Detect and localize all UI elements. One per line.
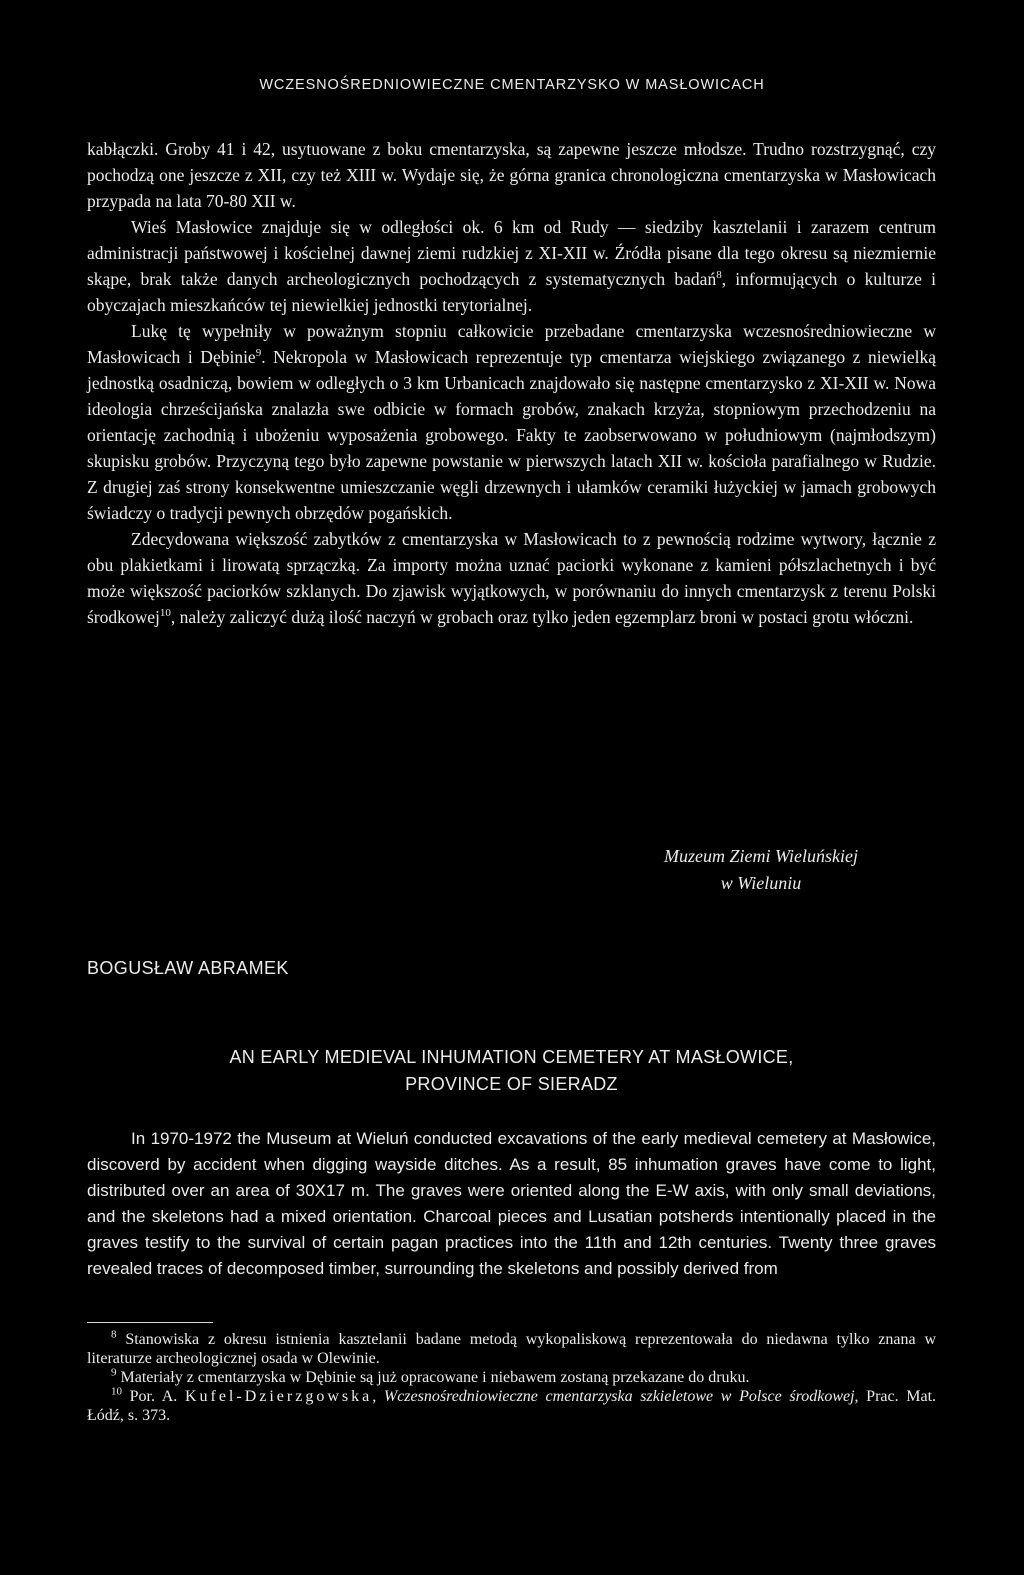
summary-title-line-2: PROVINCE OF SIERADZ: [405, 1074, 618, 1094]
paragraph-3: [87, 318, 936, 526]
footnote-ref-10[interactable]: 10: [159, 607, 171, 620]
summary-paragraph: In 1970-1972 the Museum at Wieluń conducted excavations of the early medieval cemetery at Masłowice, discoverd by accident when digging wayside ditches. As a result, 85 inhumation graves have come to light, distributed over an area of 30X17 m. The graves were oriented along the E-W axis, with only small deviations, and the skeletons had a mixed orientation. Charcoal pieces and Lusatian potsherds intentionally placed in the graves testify to the survival of certain pagan practices into the 11th and 12th centuries. Twenty three graves revealed traces of decomposed timber, surrounding the skeletons and possibly derived from: [87, 1129, 936, 1278]
paragraph-3-text-a: Lukę tę wypełniły w poważnym stopniu całkowicie przebadane cmentarzyska wczesnośredniowieczne w Masłowicach i Dębinie: [87, 321, 936, 367]
footnote-8: [87, 1330, 936, 1368]
footnote-10-number: 10: [111, 1385, 122, 1398]
footnote-10-title: Wczesnośredniowieczne cmentarzyska szkieletowe w Polsce środkowej: [383, 1388, 855, 1405]
footnote-9-number: 9: [111, 1366, 117, 1379]
summary-title-line-1: AN EARLY MEDIEVAL INHUMATION CEMETERY AT MASŁOWICE,: [229, 1047, 794, 1067]
footnote-10-author: Kufel-Dzierzgowska: [184, 1388, 373, 1405]
paragraph-1: kabłączki. Groby 41 i 42, usytuowane z boku cmentarzyska, są zapewne jeszcze młodsze. Trudno rozstrzygnąć, czy pochodzą one jeszcze z XII, czy też XIII w. Wydaje się, że górna granica chronologiczna cmentarzyska w Masłowicach przypada na lata 70-80 XII w.: [87, 139, 936, 211]
footnote-9-text: Materiały z cmentarzyska w Dębinie są już opracowane i niebawem zostaną przekazane do druku.: [116, 1369, 750, 1386]
paragraph-4-text-a: Zdecydowana większość zabytków z cmentarzyska w Masłowicach to z pewnością rodzime wytwory, łącznie z obu plakietkami i lirowatą sprzączką. Za importy można uznać paciorki wykonane z kamieni półszlachetnych i być może większość paciorków szklanych. Do zjawisk wyjątkowych, w porównaniu do innych cmentarzysk z terenu Polski środkowej: [87, 529, 936, 627]
running-head: WCZESNOŚREDNIOWIECZNE CMENTARZYSKO W MASŁOWICACH: [259, 77, 765, 93]
footnote-10: [87, 1387, 936, 1425]
affiliation-line-2: w Wieluniu: [720, 873, 802, 893]
paragraph-2: [87, 214, 936, 318]
summary-title: [87, 1044, 936, 1098]
paragraph-4: [87, 526, 936, 630]
paragraph-2-text-a: Wieś Masłowice znajduje się w odległości ok. 6 km od Rudy — siedziby kasztelanii i zarazem centrum administracji państwowej i kościelnej dawnej ziemi rudzkiej z XI-XII w. Źródła pisane dla tego okresu są niezmiernie skąpe, brak także danych archeologicznych pochodzących z systematycznych badań: [87, 217, 936, 289]
paragraph-4-text-b: , należy zaliczyć dużą ilość naczyń w grobach oraz tylko jeden egzemplarz broni w postaci grotu włóczni.: [170, 607, 914, 627]
footnote-9: [87, 1368, 936, 1387]
footnote-ref-8[interactable]: 8: [716, 269, 722, 282]
summary-body-text: [87, 1126, 936, 1282]
footnote-10-suffix: , Prac. Mat. Łódź, s. 373.: [87, 1388, 937, 1424]
paragraph-3-text-b: . Nekropola w Masłowicach reprezentuje typ cmentarza wiejskiego związanego z niewielką jednostką osadniczą, bowiem w odległych o 3 km Urbanicach znajdowało się następne cmentarzysko z XI-XII w. Nowa ideologia chrześcijańska znalazła swe odbicie w formach grobów, znakach krzyża, stopniowym przechodzeniu na orientację zachodnią i ubożeniu wyposażenia grobowego. Fakty te zaobserwowano w południowym (najmłodszym) skupisku grobów. Przyczyną tego było zapewne powstanie w pierwszych latach XII w. kościoła parafialnego w Rudzie. Z drugiej zaś strony konsekwentne umieszczanie węgli drzewnych i ułamków ceramiki łużyckiej w jamach grobowych świadczy o tradycji pewnych obrzędów pogańskich.: [87, 347, 936, 523]
footnote-10-prefix: Por. A.: [122, 1388, 185, 1405]
footnote-ref-9[interactable]: 9: [255, 347, 262, 360]
polish-body-text: [87, 136, 936, 630]
footnote-10-separator: ,: [372, 1388, 384, 1405]
footnote-8-number: 8: [111, 1328, 117, 1341]
footnotes: [87, 1330, 936, 1425]
footnote-8-text: Stanowiska z okresu istnienia kasztelanii badane metodą wykopaliskową reprezentowała do niedawna tylko znana w literaturze archeologicznej osada w Olewinie.: [87, 1331, 936, 1367]
summary-author: BOGUSŁAW ABRAMEK: [87, 958, 289, 978]
paragraph-2-text-b: , informujących o kulturze i obyczajach mieszkańców tej niewielkiej jednostki terytorialnej.: [87, 269, 936, 315]
affiliation: [600, 843, 922, 897]
affiliation-line-1: Muzeum Ziemi Wieluńskiej: [664, 846, 858, 866]
footnote-separator: [87, 1322, 213, 1323]
